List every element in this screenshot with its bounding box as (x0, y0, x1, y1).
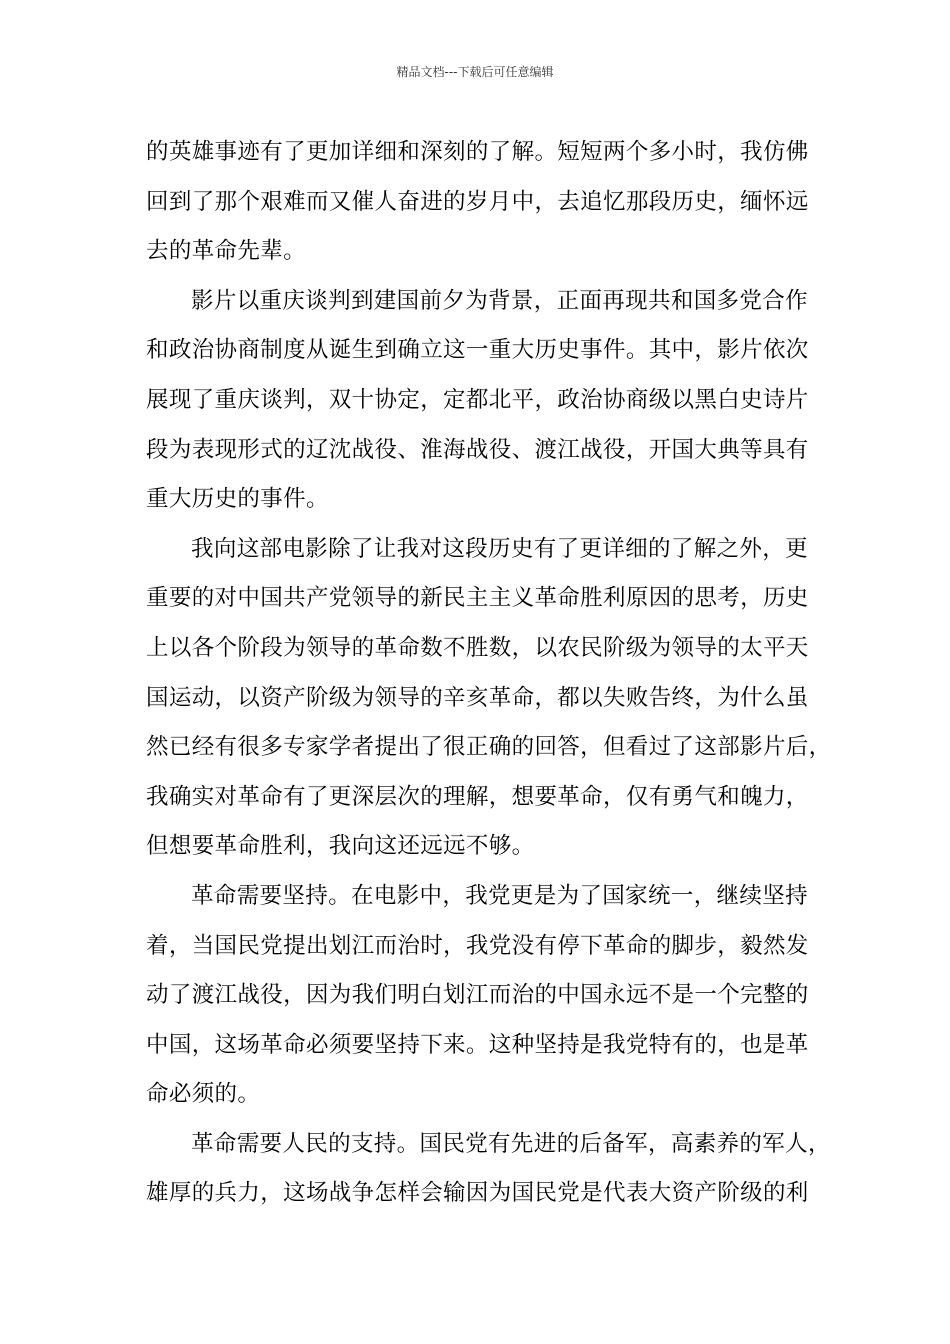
text-line: 命必须的。 (146, 1081, 261, 1108)
text-line: 动了渡江战役，因为我们明白划江而治的中国永远不是一个完整的 (146, 982, 809, 1009)
page-header: 精品文档---下载后可任意编辑 (396, 65, 554, 79)
text-line: 中国，这场革命必须要坚持下来。这种坚持是我党特有的，也是革 (146, 1031, 809, 1058)
paragraph-first-line: 革命需要坚持。在电影中，我党更是为了国家统一，继续坚持 (191, 882, 808, 909)
text-line: 去的革命先辈。 (146, 238, 306, 265)
text-line: 然已经有很多专家学者提出了很正确的回答，但看过了这部影片后， (146, 734, 832, 761)
document-body (146, 128, 836, 1219)
text-line: 我确实对革命有了更深层次的理解，想要革命，仅有勇气和魄力， (146, 783, 809, 810)
text-line: 雄厚的兵力，这场战争怎样会输因为国民党是代表大资产阶级的利 (146, 1180, 809, 1207)
text-line: 的英雄事迹有了更加详细和深刻的了解。短短两个多小时，我仿佛 (146, 139, 809, 165)
text-line: 但想要革命胜利，我向这还远远不够。 (146, 833, 535, 860)
text-line: 着，当国民党提出划江而治时，我党没有停下革命的脚步，毅然发 (146, 932, 809, 959)
text-line: 和政治协商制度从诞生到确立这一重大历史事件。其中，影片依次 (146, 337, 809, 364)
text-line: 展现了重庆谈判，双十协定，定都北平，政治协商级以黑白史诗片 (146, 386, 809, 413)
text-line: 重要的对中国共产党领导的新民主主义革命胜利原因的思考，历史 (146, 585, 809, 612)
text-line: 回到了那个艰难而又催人奋进的岁月中，去追忆那段历史，缅怀远 (146, 188, 809, 215)
text-line: 国运动，以资产阶级为领导的辛亥革命，都以失败告终，为什么虽 (146, 684, 809, 711)
paragraph-first-line: 革命需要人民的支持。国民党有先进的后备军，高素养的军人， (191, 1130, 831, 1157)
text-line: 重大历史的事件。 (146, 486, 329, 513)
text-line: 上以各个阶段为领导的革命数不胜数，以农民阶级为领导的太平天 (146, 634, 809, 661)
paragraph-first-line: 我向这部电影除了让我对这段历史有了更详细的了解之外，更 (191, 535, 808, 562)
paragraph-first-line: 影片以重庆谈判到建国前夕为背景，正面再现共和国多党合作 (191, 287, 808, 314)
text-line: 段为表现形式的辽沈战役、淮海战役、渡江战役，开国大典等具有 (146, 436, 809, 463)
